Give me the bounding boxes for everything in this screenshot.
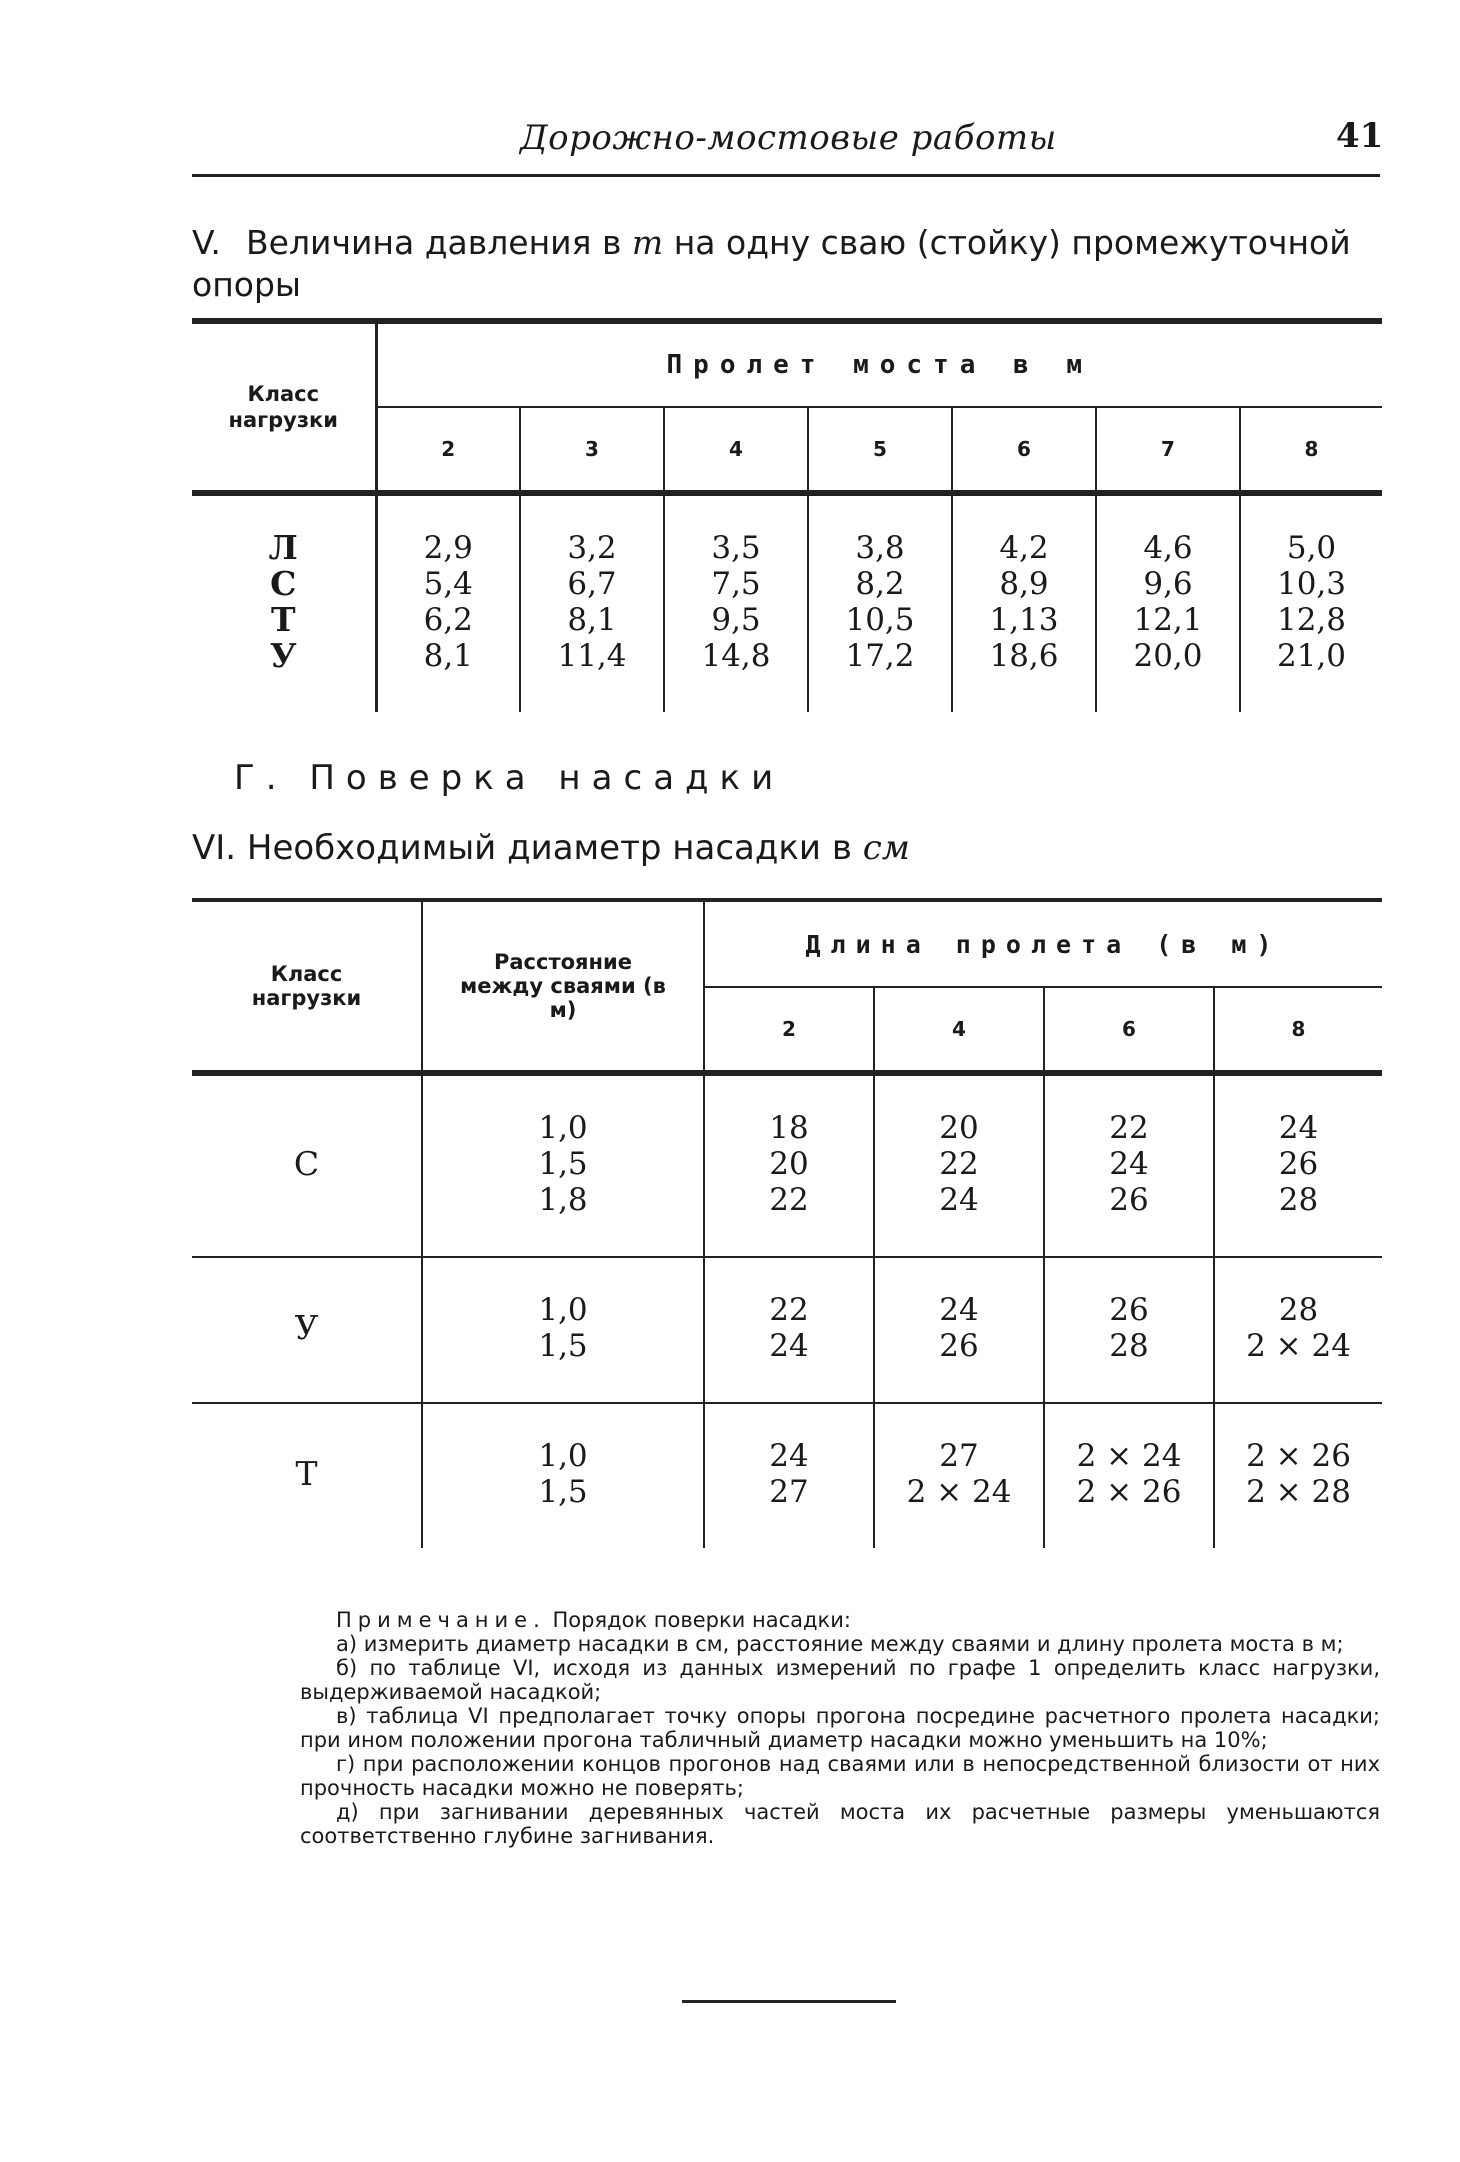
note-block [300, 1608, 1380, 1848]
pressure-column [1096, 493, 1240, 712]
section-5-title-part2: на одну сваю (стойку) промежуточной опоры [192, 223, 1351, 304]
span-column-header: 5 [808, 407, 952, 493]
pressure-value: 6,2 [423, 602, 473, 638]
load-class-group [192, 1073, 1382, 1257]
load-class-label: Т [192, 1403, 422, 1548]
pile-distance-header: Расстояние между сваями (в м) [422, 900, 704, 1073]
pressure-value: 18,6 [989, 638, 1059, 674]
section-g-title: Г. Поверка насадки [234, 758, 785, 798]
load-class-label: У [192, 1257, 422, 1403]
diameter-value: 18 [769, 1110, 809, 1146]
note-heading: Примечание. [336, 1608, 546, 1632]
diameter-cell [1044, 1403, 1214, 1548]
section-5-title-part1: Величина давления в [246, 223, 622, 262]
diameter-value: 2 × 26 [1076, 1474, 1182, 1510]
load-class-group [192, 1257, 1382, 1403]
load-class-group [192, 1403, 1382, 1548]
section-5-title [192, 222, 1382, 306]
diameter-value: 27 [939, 1438, 979, 1474]
pressure-column [952, 493, 1096, 712]
pressure-value: 5,4 [423, 566, 473, 602]
end-rule [682, 2000, 896, 2003]
load-class-header: Класс нагрузки [251, 962, 362, 1010]
pile-distance-cell [422, 1073, 704, 1257]
section-6-title [192, 828, 910, 868]
section-6-number: VI. [192, 828, 237, 868]
pressure-value: 9,6 [1143, 566, 1193, 602]
pressure-value: 8,1 [423, 638, 473, 674]
pressure-value: 5,0 [1286, 530, 1337, 566]
diameter-cell [704, 1403, 874, 1548]
pile-distance-cell [422, 1257, 704, 1403]
diameter-cell [1044, 1073, 1214, 1257]
diameter-value: 24 [939, 1292, 979, 1328]
span-column-header: 3 [520, 407, 664, 493]
span-header: Пролет моста в м [376, 321, 1382, 407]
diameter-value: 22 [1109, 1110, 1149, 1146]
pile-distance-value: 1,5 [538, 1146, 588, 1182]
diameter-cell [874, 1257, 1044, 1403]
section-6-title-text: Необходимый диаметр насадки в [246, 828, 852, 868]
span-column-header: 2 [376, 407, 520, 493]
load-class-label: Л [268, 528, 298, 567]
pile-distance-cell [422, 1403, 704, 1548]
diameter-value: 2 × 24 [906, 1474, 1012, 1510]
section-6-unit: см [862, 828, 910, 868]
pile-distance-value: 1,5 [538, 1474, 588, 1510]
diameter-cell [704, 1257, 874, 1403]
load-class-label: С [270, 564, 297, 603]
diameter-cell [1214, 1257, 1382, 1403]
diameter-value: 24 [769, 1438, 809, 1474]
pile-distance-value: 1,8 [538, 1182, 588, 1218]
pressure-value: 8,2 [855, 566, 905, 602]
diameter-cell [704, 1073, 874, 1257]
pressure-value: 20,0 [1133, 638, 1203, 674]
load-class-label: У [269, 636, 297, 675]
note-item: б) по таблице VI, исходя из данных измерений по графе 1 определить класс нагрузки, выдерживаемой насадкой; [300, 1656, 1380, 1704]
pressure-value: 2,9 [423, 530, 473, 566]
pressure-value: 21,0 [1276, 638, 1347, 674]
diameter-value: 26 [939, 1328, 979, 1364]
diameter-value: 2 × 28 [1246, 1474, 1351, 1510]
diameter-value: 2 × 24 [1076, 1438, 1182, 1474]
span-length-column-header: 8 [1214, 987, 1382, 1073]
diameter-value: 22 [939, 1146, 979, 1182]
span-length-column-header: 4 [874, 987, 1044, 1073]
pile-distance-value: 1,5 [538, 1328, 588, 1364]
diameter-cell [874, 1403, 1044, 1548]
pile-pressure-table [192, 318, 1382, 712]
pressure-value: 1,13 [989, 602, 1059, 638]
diameter-value: 24 [1278, 1110, 1319, 1146]
span-length-header: Длина пролета (в м) [704, 900, 1382, 987]
pressure-value: 4,2 [999, 530, 1049, 566]
diameter-value: 27 [769, 1474, 809, 1510]
span-column-header: 4 [664, 407, 808, 493]
pressure-value: 10,5 [845, 602, 915, 638]
diameter-value: 22 [769, 1292, 809, 1328]
span-column-header: 8 [1240, 407, 1382, 493]
pressure-value: 7,5 [711, 566, 761, 602]
diameter-cell [874, 1073, 1044, 1257]
span-column-header: 6 [952, 407, 1096, 493]
pressure-value: 10,3 [1276, 566, 1347, 602]
pressure-value: 8,1 [567, 602, 617, 638]
diameter-cell [1214, 1073, 1382, 1257]
diameter-value: 24 [769, 1328, 809, 1364]
diameter-value: 2 × 26 [1246, 1438, 1351, 1474]
pressure-value: 3,2 [567, 530, 617, 566]
diameter-value: 28 [1278, 1182, 1319, 1218]
section-5-unit: т [631, 223, 664, 262]
span-length-column-header: 6 [1044, 987, 1214, 1073]
page-number: 41 [1336, 116, 1384, 156]
diameter-cell [1044, 1257, 1214, 1403]
pressure-value: 12,8 [1276, 602, 1347, 638]
pressure-value: 3,8 [855, 530, 905, 566]
load-class-label: С [192, 1073, 422, 1257]
diameter-value: 28 [1109, 1328, 1149, 1364]
load-class-column [192, 493, 376, 712]
diameter-value: 22 [769, 1182, 809, 1218]
section-5-number: V. [192, 223, 221, 262]
pressure-value: 14,8 [701, 638, 771, 674]
note-item: в) таблица VI предполагает точку опоры прогона посредине расчетного пролета насадки; при ином положении прогона табличный диаметр насадки можно уменьшить на 10%; [300, 1704, 1380, 1752]
load-class-header: Класс нагрузки [228, 382, 339, 432]
pressure-column [808, 493, 952, 712]
pressure-value: 3,5 [711, 530, 761, 566]
pressure-column [520, 493, 664, 712]
pressure-column [664, 493, 808, 712]
pressure-value: 4,6 [1143, 530, 1193, 566]
pressure-value: 9,5 [711, 602, 761, 638]
pressure-value: 12,1 [1133, 602, 1203, 638]
note-item: а) измерить диаметр насадки в см, расстояние между сваями и длину пролета моста в м; [336, 1632, 1344, 1656]
diameter-value: 24 [1109, 1146, 1149, 1182]
pile-distance-value: 1,0 [538, 1438, 588, 1474]
note-item: д) при загнивании деревянных частей моста их расчетные размеры уменьшаются соответственно глубине загнивания. [300, 1800, 1380, 1848]
pressure-column [376, 493, 520, 712]
pressure-value: 8,9 [999, 566, 1049, 602]
note-item: г) при расположении концов прогонов над сваями или в непосредственной близости от них прочность насадки можно не поверять; [300, 1752, 1380, 1800]
diameter-value: 28 [1278, 1292, 1319, 1328]
span-length-column-header: 2 [704, 987, 874, 1073]
diameter-value: 2 × 24 [1246, 1328, 1351, 1364]
pressure-value: 6,7 [567, 566, 617, 602]
load-class-label: Т [270, 600, 296, 639]
diameter-value: 26 [1109, 1292, 1149, 1328]
header-rule [192, 174, 1380, 177]
cap-diameter-table [192, 898, 1382, 1548]
pile-distance-value: 1,0 [538, 1110, 588, 1146]
span-column-header: 7 [1096, 407, 1240, 493]
pressure-value: 11,4 [557, 638, 627, 674]
diameter-value: 20 [769, 1146, 809, 1182]
diameter-cell [1214, 1403, 1382, 1548]
diameter-value: 24 [939, 1182, 979, 1218]
diameter-value: 20 [939, 1110, 979, 1146]
diameter-value: 26 [1109, 1182, 1149, 1218]
note-intro: Порядок поверки насадки: [552, 1608, 851, 1632]
note-intro-line [300, 1608, 1380, 1632]
pressure-value: 17,2 [845, 638, 915, 674]
diameter-value: 26 [1278, 1146, 1319, 1182]
running-header-title: Дорожно-мостовые работы [520, 118, 1057, 158]
pressure-column [1240, 493, 1382, 712]
pile-distance-value: 1,0 [538, 1292, 588, 1328]
